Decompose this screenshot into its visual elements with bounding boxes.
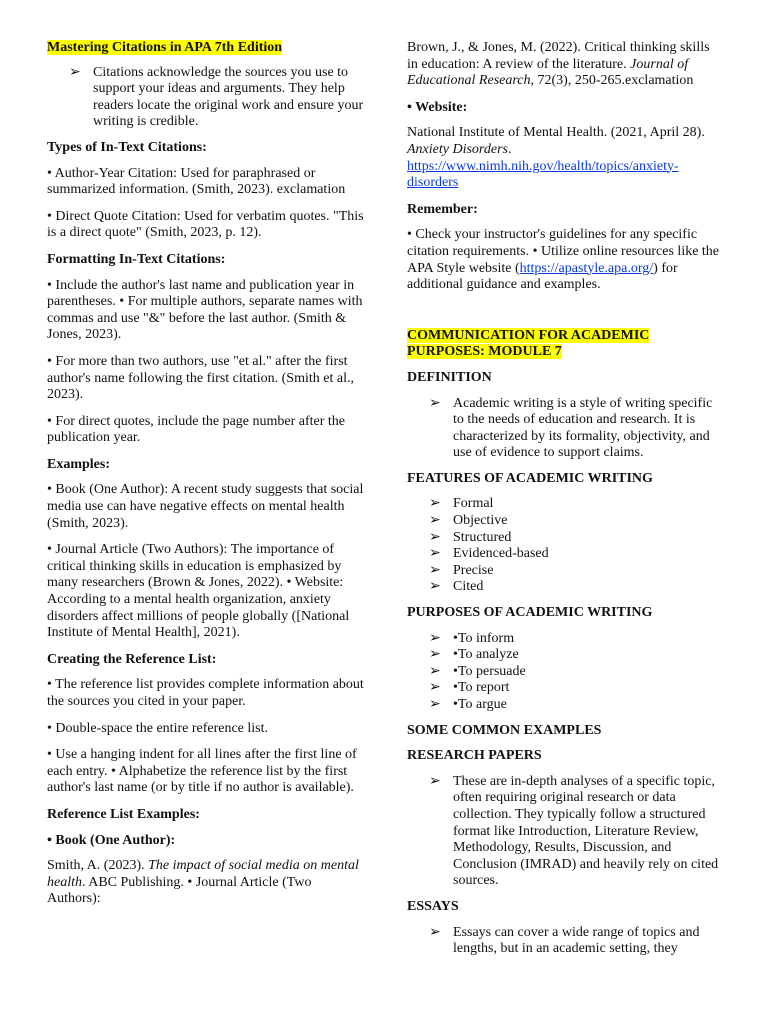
book-reference-suffix: . ABC Publishing. • Journal Article (Two Authors):	[47, 874, 312, 907]
list-item	[407, 513, 721, 530]
arrow-bullet-icon: ➢	[69, 64, 81, 80]
list-item	[407, 546, 721, 563]
purpose-label: •To report	[453, 680, 510, 696]
list-item	[407, 680, 721, 697]
feature-label: Precise	[453, 562, 494, 578]
remember-suffix: ) for additional guidance and examples.	[407, 260, 678, 293]
book-heading: • Book (One Author):	[47, 832, 176, 848]
journal-reference-suffix: , 72(3), 250-265.exclamation	[530, 73, 694, 89]
reference-paragraph-1: • The reference list provides complete information about the sources you cited in your paper.	[47, 677, 364, 709]
purpose-label: •To persuade	[453, 663, 526, 679]
website-reference-period: .	[507, 141, 512, 157]
research-papers-heading: RESEARCH PAPERS	[407, 748, 542, 764]
arrow-bullet-icon: ➢	[429, 630, 441, 646]
arrow-bullet-icon: ➢	[429, 395, 441, 411]
list-item	[407, 563, 721, 580]
feature-label: Structured	[453, 529, 512, 545]
formatting-paragraph-3: • For direct quotes, include the page number after the publication year.	[47, 413, 346, 446]
features-heading: FEATURES OF ACADEMIC WRITING	[407, 470, 653, 486]
purpose-label: •To argue	[453, 697, 507, 712]
purposes-heading: PURPOSES OF ACADEMIC WRITING	[407, 605, 653, 621]
purposes-list	[407, 631, 721, 714]
right-column	[407, 40, 721, 967]
arrow-bullet-icon: ➢	[429, 924, 441, 940]
purpose-label: •To analyze	[453, 647, 519, 663]
feature-label: Objective	[453, 513, 508, 529]
research-text: These are in-depth analyses of a specific topic, often requiring original research or data collection. They typically follow a structured format like Introduction, Literature Review, Methodology, Results, Discussion, and Conclusion (IMRAD) and heavily rely on cited sources.	[453, 773, 719, 889]
list-item	[407, 664, 721, 681]
author-year-paragraph: • Author-Year Citation: Used for paraphrased or summarized information. (Smith, 2023). exclamation	[47, 165, 346, 198]
formatting-paragraph-2: • For more than two authors, use "et al." after the first author's name following the first citation. (Smith et al., 2023).	[47, 353, 354, 403]
arrow-bullet-icon: ➢	[429, 579, 441, 595]
essays-text: Essays can cover a wide range of topics and lengths, but in an academic setting, they	[453, 924, 700, 957]
journal-reference	[407, 40, 721, 90]
types-heading: Types of In-Text Citations:	[47, 139, 207, 155]
research-bullet	[407, 774, 721, 890]
reference-paragraph-2: • Double-space the entire reference list.	[47, 720, 269, 736]
list-item	[407, 496, 721, 513]
journal-title: Journal of Educational Research	[407, 56, 689, 89]
nimh-link[interactable]: https://www.nimh.nih.gov/health/topics/anxiety-disorders	[407, 158, 679, 191]
website-heading: • Website:	[407, 99, 468, 115]
section-spacer	[407, 304, 721, 328]
apastyle-link[interactable]: https://apastyle.apa.org/	[519, 260, 654, 276]
book-reference-prefix: Smith, A. (2023).	[47, 858, 149, 874]
feature-label: Evidenced-based	[453, 546, 549, 562]
arrow-bullet-icon: ➢	[429, 496, 441, 512]
definition-text: Academic writing is a style of writing specific to the needs of education and research. It is characterized by its formality, objectivity, and use of evidence to support claims.	[453, 395, 713, 461]
module-title-paragraph	[407, 328, 721, 361]
module-title: COMMUNICATION FOR ACADEMIC PURPOSES: MODULE 7	[407, 327, 650, 360]
direct-quote-paragraph: • Direct Quote Citation: Used for verbatim quotes. "This is a direct quote" (Smith, 2023, p. 12).	[47, 208, 364, 241]
feature-label: Formal	[453, 496, 494, 512]
example-paragraph-1: • Book (One Author): A recent study suggests that social media use can have negative effects on mental health (Smith, 2023).	[47, 482, 364, 531]
arrow-bullet-icon: ➢	[429, 697, 441, 712]
arrow-bullet-icon: ➢	[429, 529, 441, 545]
example-paragraph-2: • Journal Article (Two Authors): The importance of critical thinking skills in education is emphasized by many researchers (Brown & Jones, 2022). • Website: According to a mental health organization, anxiety disorders affect millions of people globally ([National Institute of Mental Health], 2021).	[47, 542, 350, 641]
arrow-bullet-icon: ➢	[429, 647, 441, 663]
examples-heading: Examples:	[47, 456, 110, 472]
essays-heading: ESSAYS	[407, 898, 459, 914]
definition-bullet	[407, 396, 721, 462]
arrow-bullet-icon: ➢	[429, 680, 441, 696]
purpose-label: •To inform	[453, 630, 515, 646]
common-examples-heading: SOME COMMON EXAMPLES	[407, 722, 602, 738]
reference-examples-heading: Reference List Examples:	[47, 806, 200, 822]
website-reference	[407, 125, 721, 191]
reference-list-heading: Creating the Reference List:	[47, 651, 217, 667]
journal-reference-prefix: Brown, J., & Jones, M. (2022). Critical thinking skills in education: A review of the literature.	[407, 40, 710, 72]
definition-heading: DEFINITION	[407, 369, 492, 385]
remember-paragraph	[407, 227, 721, 293]
remember-heading: Remember:	[407, 201, 478, 217]
list-item	[407, 631, 721, 648]
remember-prefix: • Check your instructor's guidelines for any specific citation requirements. • Utilize online resources like the APA Style website (	[407, 227, 720, 276]
list-item	[407, 579, 721, 596]
arrow-bullet-icon: ➢	[429, 663, 441, 679]
reference-paragraph-3: • Use a hanging indent for all lines after the first line of each entry. • Alphabetize the reference list by the first author's last name (or by title if no author is available).	[47, 747, 357, 796]
list-item	[407, 697, 721, 714]
features-list	[407, 496, 721, 596]
document-title-paragraph	[47, 40, 365, 57]
feature-label: Cited	[453, 579, 484, 595]
website-reference-prefix: National Institute of Mental Health. (2021, April 28).	[407, 125, 705, 141]
formatting-heading: Formatting In-Text Citations:	[47, 251, 226, 267]
document-title: Mastering Citations in APA 7th Edition	[47, 40, 283, 55]
arrow-bullet-icon: ➢	[429, 513, 441, 529]
list-item	[407, 647, 721, 664]
intro-bullet	[47, 65, 365, 131]
website-title: Anxiety Disorders	[407, 141, 508, 157]
arrow-bullet-icon: ➢	[429, 773, 441, 789]
left-column	[47, 40, 365, 918]
essays-bullet	[407, 925, 721, 958]
arrow-bullet-icon: ➢	[429, 562, 441, 578]
intro-text: Citations acknowledge the sources you use to support your ideas and arguments. They help readers locate the original work and ensure your writing is credible.	[93, 64, 364, 130]
arrow-bullet-icon: ➢	[429, 546, 441, 562]
book-title: The impact of social media on mental health	[47, 858, 359, 890]
book-reference	[47, 858, 365, 908]
formatting-paragraph-1: • Include the author's last name and publication year in parentheses. • For multiple authors, separate names with commas and use "&" before the last author. (Smith & Jones, 2023).	[47, 277, 363, 343]
list-item	[407, 530, 721, 547]
